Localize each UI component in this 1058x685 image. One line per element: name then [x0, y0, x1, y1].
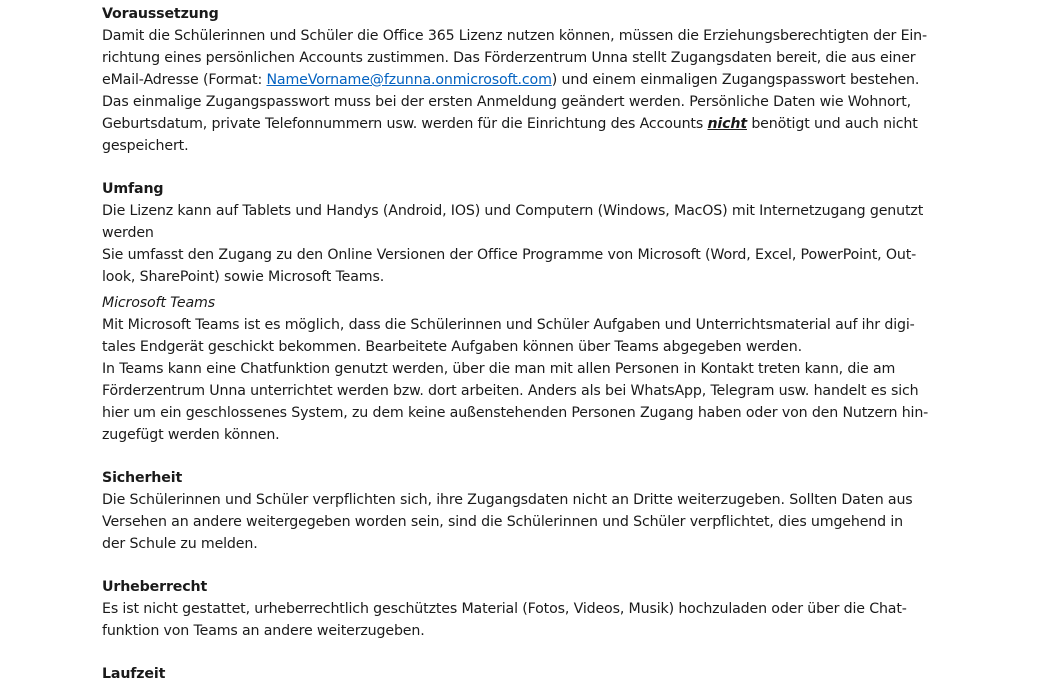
- spacer: [102, 642, 962, 663]
- paragraph-line: Versehen an andere weitergegeben worden sein, sind die Schülerinnen und Schüler verpflichtet, dies umgehend in: [102, 514, 903, 530]
- text-span: ) und einem einmaligen Zugangspasswort bestehen.: [551, 72, 920, 88]
- paragraph-line: [102, 69, 962, 91]
- paragraph-line: Mit Microsoft Teams ist es möglich, dass die Schülerinnen und Schüler Aufgaben und Unterrichtsmaterial auf ihr digi-: [102, 317, 915, 333]
- paragraph-line: zugefügt werden können.: [102, 427, 280, 443]
- text-span: benötigt und auch nicht: [746, 116, 918, 132]
- paragraph-line: Damit die Schülerinnen und Schüler die Office 365 Lizenz nutzen können, müssen die Erziehungsberechtigten der Ein-: [102, 28, 927, 44]
- paragraph-line: Die Lizenz kann auf Tablets und Handys (Android, IOS) und Computern (Windows, MacOS) mit Internetzugang genutzt: [102, 203, 924, 219]
- heading-sicherheit: Sicherheit: [102, 470, 183, 486]
- section-voraussetzung: [102, 3, 962, 157]
- section-microsoft-teams: [102, 292, 962, 446]
- document-body: [102, 3, 962, 685]
- spacer: [102, 446, 962, 467]
- paragraph-line: [102, 113, 962, 135]
- paragraph-line: gespeichert.: [102, 138, 189, 154]
- section-umfang: [102, 178, 962, 288]
- paragraph-line: In Teams kann eine Chatfunktion genutzt werden, über die man mit allen Personen in Kontakt treten kann, die am: [102, 361, 896, 377]
- heading-urheberrecht: Urheberrecht: [102, 579, 208, 595]
- paragraph-line: Es ist nicht gestattet, urheberrechtlich geschütztes Material (Fotos, Videos, Musik) hochzuladen oder über die Chat-: [102, 601, 907, 617]
- heading-voraussetzung: Voraussetzung: [102, 6, 219, 22]
- paragraph-line: Sie umfasst den Zugang zu den Online Versionen der Office Programme von Microsoft (Word, Excel, PowerPoint, Out-: [102, 247, 917, 263]
- heading-umfang: Umfang: [102, 181, 164, 197]
- text-span: Geburtsdatum, private Telefonnummern usw. werden für die Einrichtung des Accounts: [102, 116, 708, 132]
- paragraph-line: tales Endgerät geschickt bekommen. Bearbeitete Aufgaben können über Teams abgegeben werden.: [102, 339, 802, 355]
- heading-microsoft-teams: Microsoft Teams: [102, 295, 215, 311]
- paragraph-line: der Schule zu melden.: [102, 536, 258, 552]
- paragraph-line: richtung eines persönlichen Accounts zustimmen. Das Förderzentrum Unna stellt Zugangsdaten bereit, die aus einer: [102, 50, 916, 66]
- text-span: eMail-Adresse (Format:: [102, 72, 267, 88]
- paragraph-line: Förderzentrum Unna unterrichtet werden bzw. dort arbeiten. Anders als bei WhatsApp, Telegram usw. handelt es sich: [102, 383, 919, 399]
- paragraph-line: werden: [102, 225, 154, 241]
- section-laufzeit: [102, 663, 962, 685]
- section-urheberrecht: [102, 576, 962, 642]
- spacer: [102, 555, 962, 576]
- spacer: [102, 157, 962, 178]
- paragraph-line: hier um ein geschlossenes System, zu dem keine außenstehenden Personen Zugang haben oder von den Nutzern hin-: [102, 405, 929, 421]
- emphasis-nicht: nicht: [707, 116, 747, 132]
- email-link[interactable]: NameVorname@fzunna.onmicrosoft.com: [266, 72, 552, 88]
- paragraph-line: Die Schülerinnen und Schüler verpflichten sich, ihre Zugangsdaten nicht an Dritte weiterzugeben. Sollten Daten aus: [102, 492, 913, 508]
- paragraph-line: look, SharePoint) sowie Microsoft Teams.: [102, 269, 385, 285]
- heading-laufzeit: Laufzeit: [102, 666, 166, 682]
- paragraph-line: Das einmalige Zugangspasswort muss bei der ersten Anmeldung geändert werden. Persönliche Daten wie Wohnort,: [102, 94, 912, 110]
- section-sicherheit: [102, 467, 962, 555]
- paragraph-line: funktion von Teams an andere weiterzugeben.: [102, 623, 425, 639]
